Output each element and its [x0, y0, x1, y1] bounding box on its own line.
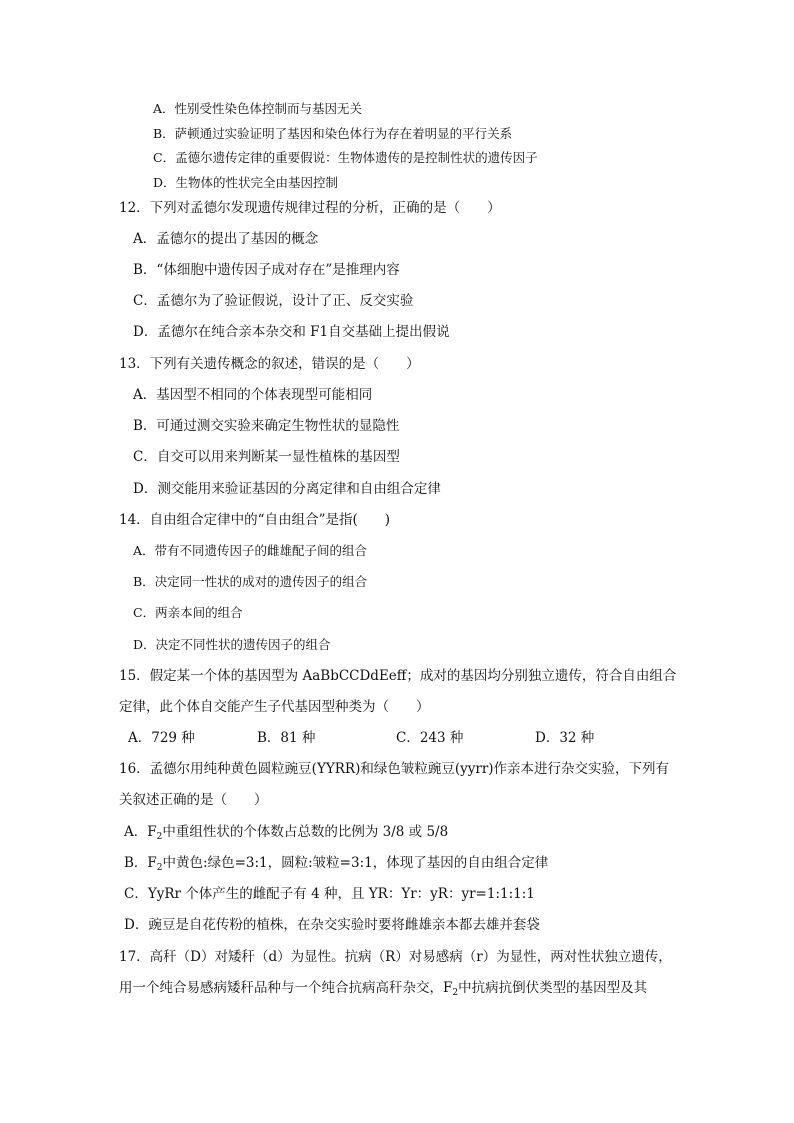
q16-option-b: B．$F_2$中黄色:绿色=3:1，圆粒:皱粒=3:1，体现了基因的自由组合定律 — [124, 855, 549, 873]
q14-option-b: B．决定同一性状的成对的遗传因子的组合 — [133, 574, 368, 589]
q13-stem: 13．下列有关遗传概念的叙述，错误的是（ ） — [119, 356, 420, 372]
q11-option-a: A．性别受性染色体控制而与基因无关 — [153, 101, 363, 116]
q17-stem-line1: 17．高秆（D）对矮秆（d）为显性。抗病（R）对易感病（r）为显性，两对性状独立遗传， — [119, 949, 672, 965]
q15-option-b: B．81 种 — [257, 730, 316, 746]
q13-option-d: D．测交能用来验证基因的分离定律和自由组合定律 — [133, 481, 441, 497]
q16-option-a: A．$F_2$中重组性状的个体数占总数的比例为 3/8 或 5/8 — [124, 824, 449, 842]
q13-option-b: B．可通过测交实验来确定生物性状的显隐性 — [133, 418, 400, 434]
q15-option-d: D．32 种 — [535, 730, 595, 746]
q13-option-c: C．自交可以用来判断某一显性植株的基因型 — [133, 449, 400, 465]
q12-stem: 12．下列对孟德尔发现遗传规律过程的分析，正确的是（ ） — [119, 200, 501, 216]
q15-stem-line2: 定律，此个体自交能产生子代基因型种类为（ ） — [119, 699, 430, 715]
q12-option-a: A．孟德尔的提出了基因的概念 — [133, 231, 319, 247]
q14-option-c: C．两亲本间的组合 — [133, 605, 243, 620]
q16-option-c: C．YyRr 个体产生的雌配子有 4 种，且 YR：Yr：yR：yr=1:1:1:1 — [124, 886, 535, 902]
q11-option-b: B．萨顿通过实验证明了基因和染色体行为存在着明显的平行关系 — [153, 126, 513, 141]
q14-option-d: D．决定不同性状的遗传因子的组合 — [133, 637, 331, 652]
q15-option-c: C．243 种 — [396, 730, 464, 746]
q14-stem: 14．自由组合定律中的“自由组合”是指( ) — [119, 512, 391, 528]
q15-stem-line1: 15．假定某一个体的基因型为 AaBbCCDdEeff；成对的基因均分别独立遗传，符合自由组合 — [119, 668, 677, 684]
q11-option-d: D．生物体的性状完全由基因控制 — [153, 175, 339, 190]
q13-option-a: A．基因型不相同的个体表现型可能相同 — [133, 387, 373, 403]
q16-stem-line1: 16．孟德尔用纯种黄色圆粒豌豆(YYRR)和绿色皱粒豌豆(yyrr)作亲本进行杂交实验，下列有 — [119, 761, 670, 777]
q15-option-a: A．729 种 — [128, 730, 195, 746]
q12-option-c: C．孟德尔为了验证假说，设计了正、反交实验 — [133, 293, 414, 309]
q11-option-c: C．孟德尔遗传定律的重要假说：生物体遗传的是控制性状的遗传因子 — [153, 150, 538, 165]
q12-option-b: B．“体细胞中遗传因子成对存在”是推理内容 — [133, 262, 400, 278]
q16-stem-line2: 关叙述正确的是（ ） — [119, 792, 268, 808]
q17-stem-line2: 用一个纯合易感病矮秆品种与一个纯合抗病高秆杂交，$F_2$中抗病抗倒伏类型的基因型及其 — [119, 980, 648, 998]
q16-option-d: D．豌豆是自花传粉的植株，在杂交实验时要将雌雄亲本都去雄并套袋 — [124, 917, 540, 933]
q12-option-d: D．孟德尔在纯合亲本杂交和 F1自交基础上提出假说 — [133, 324, 450, 340]
q14-option-a: A．带有不同遗传因子的雌雄配子间的组合 — [133, 543, 368, 558]
